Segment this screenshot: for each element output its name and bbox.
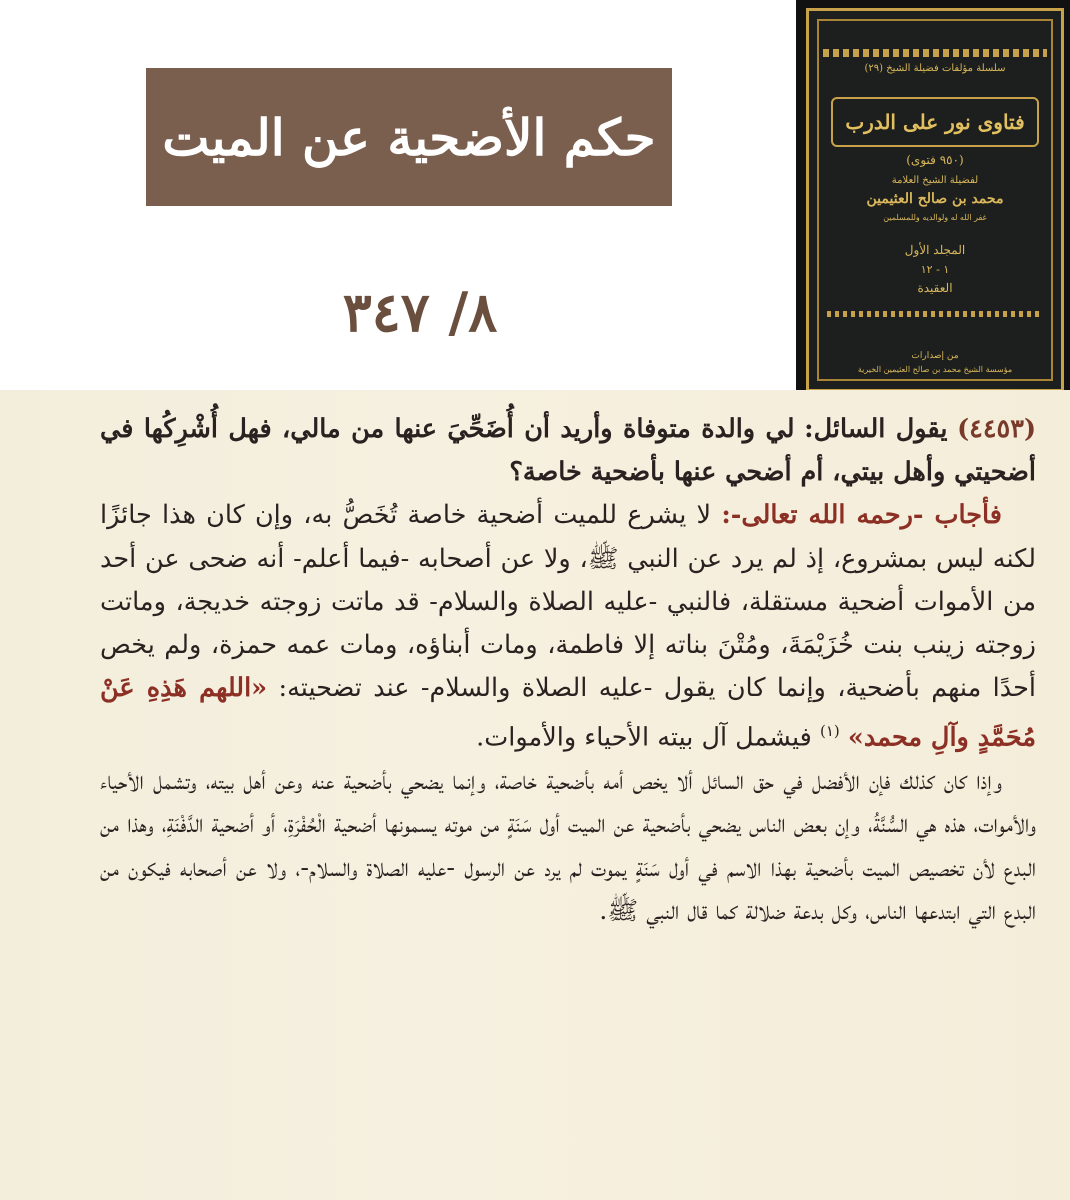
cover-author-note: غفر الله له ولوالديه وللمسلمين (883, 213, 987, 222)
question-label: يقول السائل: (804, 414, 948, 444)
question-number: (٤٤٥٣) (957, 414, 1037, 444)
title-banner (146, 68, 672, 206)
cover-volume-topic: العقيدة (917, 281, 953, 295)
answer-paragraph-2 (100, 760, 1036, 933)
book-cover (796, 0, 1070, 400)
cover-ornament-band (823, 49, 1047, 57)
answer-text-1-end: فيشمل آل بيته الأحياء والأموات. (476, 722, 812, 753)
volume-page-reference: ٨/ ٣٤٧ (342, 280, 498, 344)
answer-paragraph-1 (100, 494, 1036, 760)
cover-author: محمد بن صالح العثيمين (866, 191, 1004, 207)
cover-lower-ornament (827, 311, 1043, 317)
cover-title-box (831, 97, 1039, 147)
cover-title: فتاوى نور على الدرب (845, 110, 1025, 134)
cover-author-prefix: لفضيلة الشيخ العلامة (891, 175, 979, 186)
cover-subtitle: (٩٥٠ فتوى) (906, 153, 964, 167)
cover-publisher-line1: من إصدارات (911, 351, 959, 361)
answer-label: فأجاب -رحمه الله تعالى-: (721, 500, 1002, 531)
scanned-book-page (0, 390, 1070, 1200)
answer-text-2: وإذا كان كذلك فإن الأفضل في حق السائل ألا يخص أمه بأضحية خاصة، وإنما يضحي بأضحية عنه وعن أهل بيته، وتشمل الأحياء والأموات، هذه هي السُّنَّةُ، وإن بعض الناس يضحي بأضحية عن الميت أول سَنَةٍ من موته يسمونها أضحية الْحُفْرَةِ، أو أضحية الدَّفْنَةِ، وهذا من البدع لأن تخصيص الميت بأضحية بهذا الاسم في أول سَنَةٍ يموت لم يرد عن الرسول -عليه الصلاة والسلام-، ولا عن أصحابه فيكون من البدع التي ابتدعها الناس، وكل بدعة ضلالة كما قال النبي ﷺ. (100, 766, 1036, 926)
page-title: حكم الأضحية عن الميت (162, 107, 656, 167)
cover-volume: المجلد الأول (904, 243, 966, 257)
hadith-quote: «اللهم هَذِهِ عَنْ مُحَمَّدٍ وآلِ محمد» (100, 673, 1036, 753)
page-body (100, 408, 1036, 933)
cover-volume-range: ١ - ١٢ (920, 263, 950, 276)
cover-publisher-line2: مؤسسة الشيخ محمد بن صالح العثيمين الخيرية (857, 365, 1013, 374)
cover-series: سلسلة مؤلفات فضيلة الشيخ (٢٩) (864, 63, 1006, 74)
answer-text-1: لا يشرع للميت أضحية خاصة تُخَصُّ به، وإن كان هذا جائزًا لكنه ليس بمشروع، إذ لم يرد عن النبي ﷺ، ولا عن أصحابه -فيما أعلم- أنه ضحى عن أحد من الأموات أضحية مستقلة، فالنبي -عليه الصلاة والسلام- قد ماتت زوجته خديجة، وماتت زوجته زينب بنت خُزَيْمَةَ، ومُتْنَ بناته إلا فاطمة، ومات أبناؤه، ومات عمه حمزة، ولم يخص أحدًا منهم بأضحية، وإنما كان يقول -عليه الصلاة والسلام- عند تضحيته: (100, 500, 1036, 704)
question-paragraph (100, 408, 1036, 494)
cover-frame (806, 8, 1064, 392)
question-text: لي والدة متوفاة وأريد أن أُضَحِّيَ عنها من مالي، فهل أُشْرِكُها في أضحيتي وأهل بيتي، أم أضحي عنها بأضحية خاصة؟ (100, 414, 1036, 488)
footnote-mark: (١) (819, 722, 840, 741)
